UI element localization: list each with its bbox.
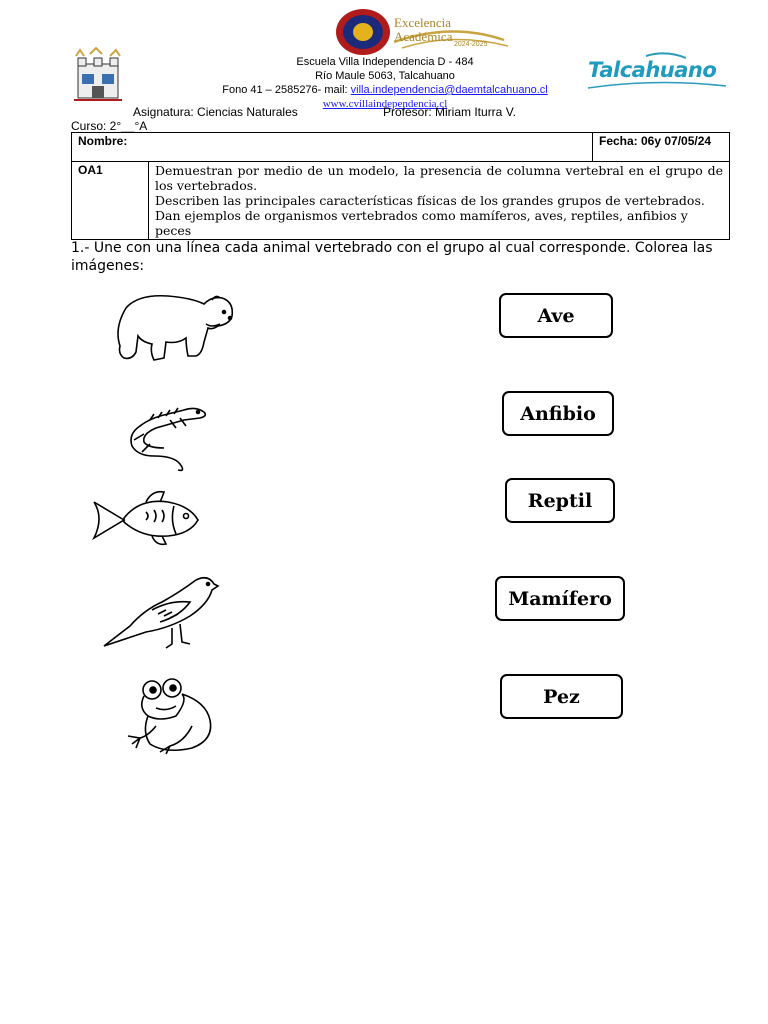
group-box-ave[interactable]: Ave	[499, 293, 613, 338]
website-link[interactable]: www.cvillaindependencia.cl	[322, 98, 448, 110]
phone-text: Fono 41 – 2585276- mail:	[222, 84, 351, 96]
oa-line: Demuestran por medio de un modelo, la presencia de columna vertebral en el grupo de los vertebrados.	[155, 163, 723, 193]
email-link[interactable]: villa.independencia@daemtalcahuano.cl	[350, 84, 548, 96]
iguana-icon	[120, 398, 212, 474]
group-box-reptil[interactable]: Reptil	[505, 478, 615, 523]
group-box-pez[interactable]: Pez	[500, 674, 623, 719]
talcahuano-logo	[586, 50, 731, 92]
group-box-mamifero[interactable]: Mamífero	[495, 576, 625, 621]
school-name: Escuela Villa Independencia D - 484	[296, 56, 474, 68]
frog-icon	[126, 676, 218, 756]
oa-line: Describen las principales características físicas de los grandes grupos de vertebrados.	[155, 193, 705, 208]
name-label: Nombre:	[78, 134, 128, 148]
date-label: Fecha: 06y 07/05/24	[599, 134, 712, 148]
info-table	[71, 132, 730, 240]
subject-label: Asignatura: Ciencias Naturales	[133, 105, 298, 119]
oa-line: Dan ejemplos de organismos vertebrados como mamíferos, aves, reptiles, anfibios y peces	[155, 208, 688, 238]
bird-icon	[100, 570, 220, 652]
badge-years: 2024-2025	[454, 41, 488, 48]
oa-code-cell	[72, 162, 149, 240]
badge-text: Excelencia Académica	[394, 15, 453, 44]
course-label: Curso: 2°__°A	[71, 119, 148, 133]
name-cell[interactable]	[72, 133, 593, 162]
talcahuano-logo-text: Talcahuano	[588, 58, 717, 82]
school-address: Río Maule 5063, Talcahuano	[315, 70, 455, 82]
oa-code: OA1	[78, 163, 103, 177]
contact-line	[200, 83, 570, 97]
date-cell	[593, 133, 730, 162]
question-text: 1.- Une con una línea cada animal vertebrado con el grupo al cual corresponde. Colorea las imágenes:	[71, 240, 713, 274]
bear-icon	[108, 288, 240, 366]
excellence-badge	[392, 14, 512, 54]
castle-crest-logo	[70, 48, 126, 104]
fish-icon	[90, 488, 202, 550]
school-seal-logo	[335, 8, 391, 56]
oa-description-cell	[149, 162, 730, 240]
teacher-label: Profesor: Miriam Iturra V.	[383, 105, 516, 119]
group-box-anfibio[interactable]: Anfibio	[502, 391, 614, 436]
